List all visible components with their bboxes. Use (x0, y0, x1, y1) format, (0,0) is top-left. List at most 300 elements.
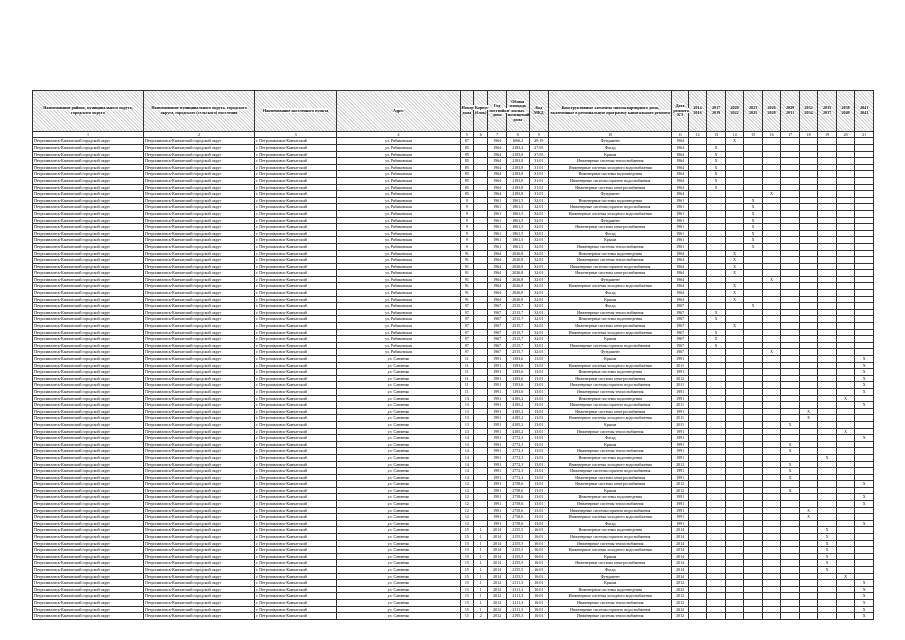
period-cell (707, 276, 726, 283)
locality-cell: г. Петропавловск-Камчатский (255, 540, 337, 547)
period-cell (744, 606, 763, 613)
period-cell (688, 613, 707, 620)
period-cell (762, 507, 781, 514)
element-cell: Инженерные системы водоотведения (549, 494, 672, 501)
area-cell: 1393,6 (506, 356, 529, 363)
address-cell: ул. Савченко (337, 395, 460, 402)
district-cell: Петропавловск-Камчатский городской округ (33, 428, 144, 435)
municipality-cell: Петропавловск-Камчатский городской округ (144, 382, 255, 389)
period-cell (762, 237, 781, 244)
period-cell (855, 415, 874, 422)
period-cell (707, 461, 726, 468)
build-year-cell: 1964 (488, 270, 507, 277)
period-cell (688, 567, 707, 574)
period-cell (688, 349, 707, 356)
table-row (33, 191, 874, 198)
locality-cell: г. Петропавловск-Камчатский (255, 323, 337, 330)
period-cell (707, 296, 726, 303)
period-cell (818, 468, 837, 475)
period-cell (725, 468, 744, 475)
period-cell (818, 276, 837, 283)
municipality-cell: Петропавловск-Камчатский городской округ (144, 494, 255, 501)
house-number-cell: 9 (460, 204, 473, 211)
period-cell (744, 309, 763, 316)
period-cell (799, 164, 818, 171)
period-cell (744, 158, 763, 165)
period-cell (818, 474, 837, 481)
period-cell (781, 586, 800, 593)
municipality-cell: Петропавловск-Камчатский городской округ (144, 145, 255, 152)
address-cell: ул. Савченко (337, 402, 460, 409)
locality-cell: г. Петропавловск-Камчатский (255, 362, 337, 369)
period-cell (725, 369, 744, 376)
repair-date-cell: 2014 (672, 567, 688, 574)
period-cell (818, 283, 837, 290)
house-number-cell: 97 (460, 309, 473, 316)
period-cell (744, 613, 763, 620)
repair-date-cell: 2012 (672, 613, 688, 620)
locality-cell: г. Петропавловск-Камчатский (255, 184, 337, 191)
period-cell (836, 237, 855, 244)
area-cell: 1393,6 (506, 375, 529, 382)
table-row (33, 303, 874, 310)
period-cell (799, 547, 818, 554)
block-cell (474, 184, 488, 191)
period-cell (688, 415, 707, 422)
district-cell: Петропавловск-Камчатский городской округ (33, 494, 144, 501)
period-cell (818, 250, 837, 257)
area-cell: 2772,3 (506, 448, 529, 455)
period-cell (855, 507, 874, 514)
period-cell (855, 527, 874, 534)
block-cell: 1 (474, 547, 488, 554)
period-cell (744, 454, 763, 461)
district-cell: Петропавловск-Камчатский городской округ (33, 382, 144, 389)
house-number-cell: 9 (460, 210, 473, 217)
period-cell (707, 375, 726, 382)
period-cell: X (707, 184, 726, 191)
block-cell (474, 388, 488, 395)
mkd-code-cell: 13:01 (529, 428, 549, 435)
period-cell (818, 356, 837, 363)
locality-cell: г. Петропавловск-Камчатский (255, 560, 337, 567)
period-cell (818, 613, 837, 620)
period-cell (781, 316, 800, 323)
district-cell: Петропавловск-Камчатский городской округ (33, 441, 144, 448)
area-cell: 4185,2 (506, 408, 529, 415)
table-row (33, 382, 874, 389)
period-cell (725, 481, 744, 488)
district-cell: Петропавловск-Камчатский городской округ (33, 487, 144, 494)
area-cell: 2515,7 (506, 309, 529, 316)
period-cell (688, 375, 707, 382)
period-cell (855, 468, 874, 475)
period-cell (688, 586, 707, 593)
area-cell: 2155,5 (506, 560, 529, 567)
column-number: 8 (506, 132, 529, 138)
table-row (33, 296, 874, 303)
column-number: 19 (818, 132, 837, 138)
period-cell (725, 388, 744, 395)
period-cell (818, 388, 837, 395)
period-cell (781, 395, 800, 402)
period-cell (836, 369, 855, 376)
mkd-code-cell: 13:01 (529, 382, 549, 389)
element-cell: Инженерные системы водоотведения (549, 454, 672, 461)
locality-cell: г. Петропавловск-Камчатский (255, 210, 337, 217)
period-cell (836, 435, 855, 442)
block-cell (474, 230, 488, 237)
period-cell (744, 263, 763, 270)
period-cell (725, 164, 744, 171)
district-cell: Петропавловск-Камчатский городской округ (33, 290, 144, 297)
column-number: 14 (725, 132, 744, 138)
period-cell: X (818, 547, 837, 554)
period-cell (818, 481, 837, 488)
repair-date-cell: 2014 (672, 540, 688, 547)
period-cell (836, 309, 855, 316)
period-cell (762, 171, 781, 178)
element-cell: Фундамент (549, 573, 672, 580)
district-cell: Петропавловск-Камчатский городской округ (33, 534, 144, 541)
period-cell (762, 303, 781, 310)
column-header-label: 2038 2040 (841, 105, 850, 115)
period-cell (762, 250, 781, 257)
period-cell (688, 316, 707, 323)
repair-date-cell: 1967 (672, 349, 688, 356)
district-cell: Петропавловск-Камчатский городской округ (33, 540, 144, 547)
address-cell: ул. Савченко (337, 369, 460, 376)
house-number-cell: 97 (460, 303, 473, 310)
repair-date-cell: 1964 (672, 296, 688, 303)
period-cell (855, 276, 874, 283)
block-cell (474, 356, 488, 363)
block-cell (474, 217, 488, 224)
period-cell (744, 362, 763, 369)
period-cell (725, 184, 744, 191)
period-cell (781, 158, 800, 165)
period-cell (744, 276, 763, 283)
block-cell: 1 (474, 553, 488, 560)
period-cell (818, 520, 837, 527)
table-row (33, 177, 874, 184)
period-cell (855, 151, 874, 158)
block-cell (474, 461, 488, 468)
municipality-cell: Петропавловск-Камчатский городской округ (144, 369, 255, 376)
locality-cell: г. Петропавловск-Камчатский (255, 369, 337, 376)
house-number-cell: 15 (460, 540, 473, 547)
address-cell: ул. Рябиковская (337, 336, 460, 343)
locality-cell: г. Петропавловск-Камчатский (255, 501, 337, 508)
period-cell (744, 164, 763, 171)
period-cell (725, 171, 744, 178)
district-cell: Петропавловск-Камчатский городской округ (33, 151, 144, 158)
house-number-cell: 15 (460, 527, 473, 534)
column-number: 21 (855, 132, 874, 138)
period-cell (818, 362, 837, 369)
period-cell (725, 540, 744, 547)
period-cell (855, 177, 874, 184)
mkd-code-cell: 13:01 (529, 514, 549, 521)
address-cell: ул. Савченко (337, 415, 460, 422)
period-cell (725, 276, 744, 283)
locality-cell: г. Петропавловск-Камчатский (255, 580, 337, 587)
element-cell: Фундамент (549, 191, 672, 198)
period-cell (725, 191, 744, 198)
period-cell (762, 197, 781, 204)
block-cell (474, 171, 488, 178)
mkd-code-cell: 16:01 (529, 567, 549, 574)
period-cell (688, 158, 707, 165)
address-cell: ул. Савченко (337, 599, 460, 606)
period-cell (762, 514, 781, 521)
period-cell (781, 454, 800, 461)
period-cell: X (744, 210, 763, 217)
repair-date-cell: 1991 (672, 356, 688, 363)
mkd-code-cell: 32:01 (529, 323, 549, 330)
table-row (33, 560, 874, 567)
district-cell: Петропавловск-Камчатский городской округ (33, 309, 144, 316)
period-cell (836, 547, 855, 554)
period-cell (707, 138, 726, 145)
mkd-code-cell: 32:01 (529, 243, 549, 250)
period-cell (836, 448, 855, 455)
period-cell (762, 580, 781, 587)
period-cell: X (744, 217, 763, 224)
period-cell (855, 204, 874, 211)
block-cell (474, 369, 488, 376)
element-cell: Фасад (549, 520, 672, 527)
period-cell (744, 171, 763, 178)
period-cell (818, 494, 837, 501)
period-cell: X (781, 487, 800, 494)
period-cell (855, 184, 874, 191)
period-cell (836, 461, 855, 468)
build-year-cell: 1961 (488, 197, 507, 204)
repair-date-cell: 1964 (672, 138, 688, 145)
table-row (33, 501, 874, 508)
locality-cell: г. Петропавловск-Камчатский (255, 586, 337, 593)
period-cell: X (855, 494, 874, 501)
period-cell (744, 257, 763, 264)
period-cell (818, 487, 837, 494)
locality-cell: г. Петропавловск-Камчатский (255, 138, 337, 145)
period-cell (688, 296, 707, 303)
period-cell (762, 296, 781, 303)
period-cell (707, 606, 726, 613)
area-cell: 2758,6 (506, 507, 529, 514)
period-cell (855, 230, 874, 237)
period-cell (725, 527, 744, 534)
address-cell: ул. Савченко (337, 421, 460, 428)
build-year-cell: 1991 (488, 421, 507, 428)
column-number: 4 (337, 132, 460, 138)
repair-date-cell: 1964 (672, 270, 688, 277)
table-row (33, 408, 874, 415)
locality-cell: г. Петропавловск-Камчатский (255, 204, 337, 211)
element-cell: Инженерные системы холодного водоснабжения (549, 329, 672, 336)
column-header (474, 91, 488, 132)
period-cell (781, 171, 800, 178)
period-cell (799, 441, 818, 448)
address-cell: ул. Савченко (337, 494, 460, 501)
period-cell (707, 356, 726, 363)
period-cell (781, 210, 800, 217)
address-cell: ул. Рябиковская (337, 349, 460, 356)
municipality-cell: Петропавловск-Камчатский городской округ (144, 593, 255, 600)
area-cell: 2515,7 (506, 329, 529, 336)
area-cell: 4185,2 (506, 421, 529, 428)
area-cell: 2772,3 (506, 461, 529, 468)
period-cell (799, 481, 818, 488)
period-cell (688, 461, 707, 468)
period-cell (688, 230, 707, 237)
area-cell: 2515,7 (506, 342, 529, 349)
period-cell (818, 408, 837, 415)
district-cell: Петропавловск-Камчатский городской округ (33, 276, 144, 283)
period-cell (855, 303, 874, 310)
period-cell (707, 283, 726, 290)
period-cell (799, 494, 818, 501)
period-cell (762, 323, 781, 330)
period-cell (781, 342, 800, 349)
municipality-cell: Петропавловск-Камчатский городской округ (144, 606, 255, 613)
build-year-cell: 1967 (488, 303, 507, 310)
period-cell (781, 415, 800, 422)
mkd-code-cell: 32:01 (529, 329, 549, 336)
column-header-label: Адрес (392, 107, 404, 113)
municipality-cell: Петропавловск-Камчатский городской округ (144, 448, 255, 455)
period-cell (744, 342, 763, 349)
period-cell (818, 395, 837, 402)
repair-date-cell: 1967 (672, 329, 688, 336)
period-cell (799, 474, 818, 481)
column-number: 17 (781, 132, 800, 138)
table-row (33, 230, 874, 237)
table-row (33, 527, 874, 534)
period-cell (836, 441, 855, 448)
address-cell: ул. Савченко (337, 435, 460, 442)
period-cell (818, 415, 837, 422)
period-cell (744, 388, 763, 395)
repair-date-cell: 2012 (672, 599, 688, 606)
district-cell: Петропавловск-Камчатский городской округ (33, 402, 144, 409)
mkd-code-cell: 31:01 (529, 177, 549, 184)
element-cell: Крыша (549, 580, 672, 587)
repair-date-cell: 1967 (672, 303, 688, 310)
period-cell (818, 586, 837, 593)
period-cell (855, 323, 874, 330)
period-cell (688, 540, 707, 547)
period-cell (836, 197, 855, 204)
district-cell: Петропавловск-Камчатский городской округ (33, 263, 144, 270)
municipality-cell: Петропавловск-Камчатский городской округ (144, 428, 255, 435)
period-cell (725, 428, 744, 435)
mkd-code-cell: 32:01 (529, 336, 549, 343)
period-cell (744, 573, 763, 580)
district-cell: Петропавловск-Камчатский городской округ (33, 145, 144, 152)
period-cell (799, 461, 818, 468)
period-cell: X (799, 514, 818, 521)
period-cell (688, 184, 707, 191)
period-cell (725, 501, 744, 508)
period-cell (781, 553, 800, 560)
mkd-code-cell: 32:01 (529, 342, 549, 349)
period-cell: X (781, 448, 800, 455)
address-cell: ул. Рябиковская (337, 145, 460, 152)
address-cell: ул. Рябиковская (337, 204, 460, 211)
address-cell: ул. Савченко (337, 408, 460, 415)
address-cell: ул. Савченко (337, 527, 460, 534)
block-cell (474, 342, 488, 349)
area-cell: 2111,3 (506, 580, 529, 587)
period-cell (725, 230, 744, 237)
period-cell (781, 237, 800, 244)
period-cell (688, 270, 707, 277)
repair-date-cell: 1991 (672, 441, 688, 448)
address-cell: ул. Савченко (337, 474, 460, 481)
period-cell: X (818, 534, 837, 541)
area-cell: 4185,2 (506, 415, 529, 422)
table-row (33, 435, 874, 442)
locality-cell: г. Петропавловск-Камчатский (255, 468, 337, 475)
municipality-cell: Петропавловск-Камчатский городской округ (144, 454, 255, 461)
house-number-cell: 9 (460, 230, 473, 237)
column-header-label: Код МКД (533, 105, 544, 115)
address-cell: ул. Рябиковская (337, 184, 460, 191)
house-number-cell: 91 (460, 263, 473, 270)
table-row (33, 573, 874, 580)
area-cell: 2183,4 (506, 145, 529, 152)
period-cell (762, 309, 781, 316)
period-cell (762, 230, 781, 237)
column-header-label: Наименование населенного пункта (263, 107, 329, 113)
period-cell (744, 553, 763, 560)
period-cell (799, 362, 818, 369)
period-cell (799, 448, 818, 455)
period-cell: X (707, 164, 726, 171)
element-cell: Инженерные системы горячего водоснабжения (549, 263, 672, 270)
period-cell (799, 329, 818, 336)
table-row (33, 316, 874, 323)
table-row (33, 243, 874, 250)
build-year-cell: 1991 (488, 402, 507, 409)
period-cell (781, 145, 800, 152)
locality-cell: г. Петропавловск-Камчатский (255, 573, 337, 580)
period-cell (836, 613, 855, 620)
address-cell: ул. Савченко (337, 428, 460, 435)
column-header (144, 91, 255, 132)
repair-date-cell: 1964 (672, 250, 688, 257)
district-cell: Петропавловск-Камчатский городской округ (33, 468, 144, 475)
period-cell (688, 151, 707, 158)
locality-cell: г. Петропавловск-Камчатский (255, 250, 337, 257)
mkd-code-cell: 31:01 (529, 171, 549, 178)
period-cell (818, 191, 837, 198)
house-number-cell: 13 (460, 395, 473, 402)
period-cell (762, 204, 781, 211)
repair-date-cell: 2011 (672, 415, 688, 422)
address-cell: ул. Рябиковская (337, 250, 460, 257)
municipality-cell: Петропавловск-Камчатский городской округ (144, 191, 255, 198)
district-cell: Петропавловск-Камчатский городской округ (33, 230, 144, 237)
house-number-cell: 15 (460, 613, 473, 620)
period-cell (725, 197, 744, 204)
area-cell: 1861,5 (506, 237, 529, 244)
period-cell (762, 138, 781, 145)
period-cell (836, 388, 855, 395)
table-row (33, 474, 874, 481)
